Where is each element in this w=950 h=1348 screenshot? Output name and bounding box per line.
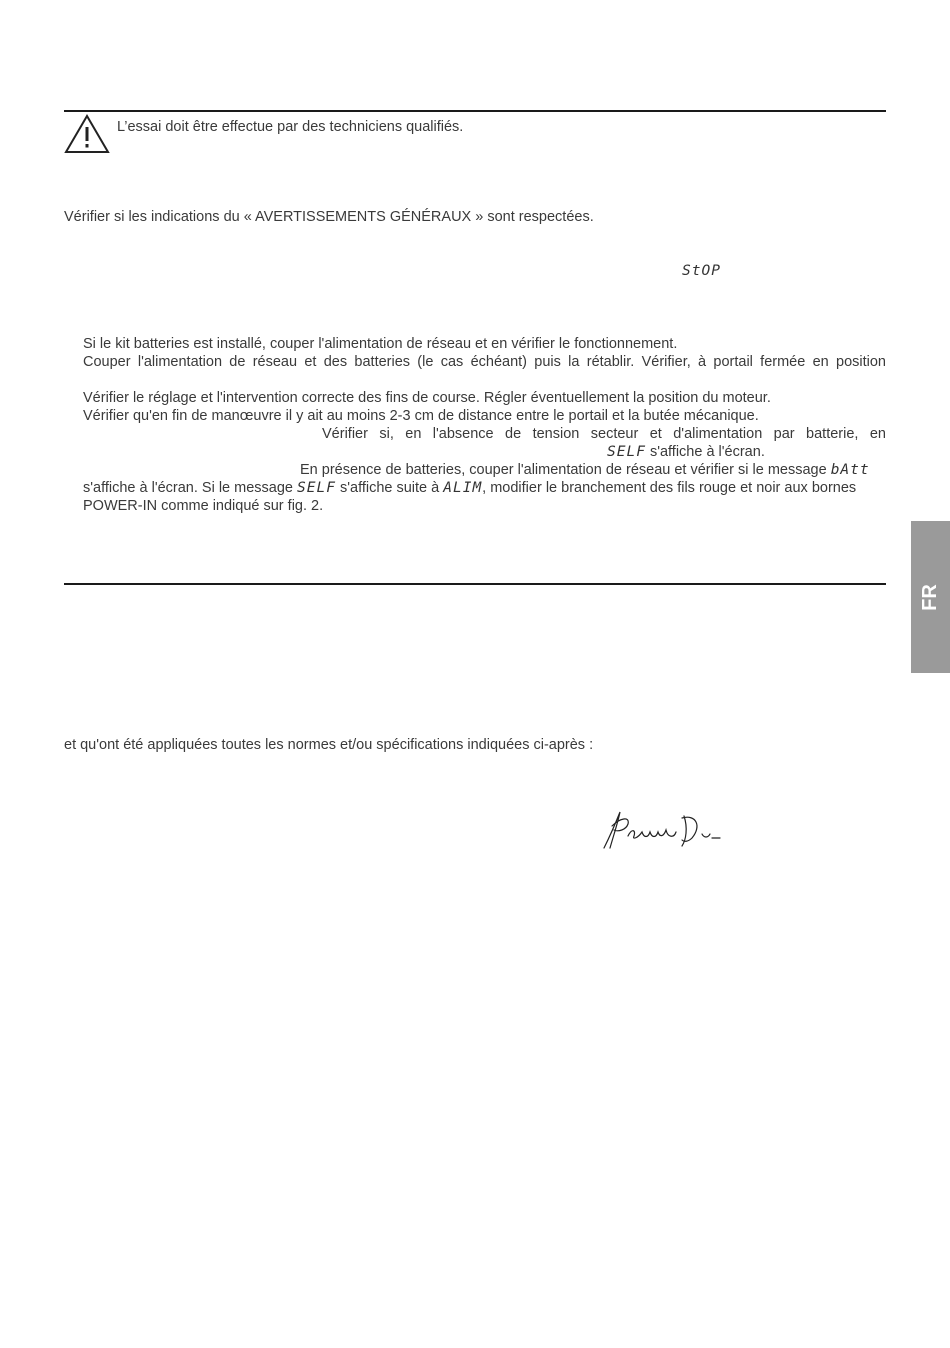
section-rule bbox=[64, 583, 886, 585]
test-step-wiring bbox=[83, 480, 856, 496]
test-step-power-cycle: Couper l'alimentation de réseau et des batteries (le cas échéant) puis la rétablir. Vérifier, à portail fermée en position bbox=[83, 354, 886, 370]
self-display-code: SELF bbox=[607, 444, 646, 460]
test-step-self-line bbox=[607, 444, 765, 460]
self-suffix-text: s'affiche à l'écran. bbox=[649, 444, 765, 460]
stop-display-code: StOP bbox=[682, 263, 721, 279]
test-step-distance: Vérifier qu'en fin de manœuvre il y ait au moins 2-3 cm de distance entre le portail et la butée mécanique. bbox=[83, 408, 759, 424]
warning-triangle-icon bbox=[64, 114, 110, 154]
alim-display-code: ALIM bbox=[443, 480, 483, 496]
warning-text: L’essai doit être effectue par des techniciens qualifiés. bbox=[117, 119, 464, 135]
verify-general-warnings: Vérifier si les indications du « AVERTISSEMENTS GÉNÉRAUX » sont respectées. bbox=[64, 209, 594, 225]
batt-display-code: bAtt bbox=[830, 462, 870, 478]
battery-presence-text: En présence de batteries, couper l'alimentation de réseau et vérifier si le message bbox=[300, 462, 827, 478]
signature-image bbox=[598, 808, 723, 853]
declaration-line: et qu'ont été appliquées toutes les normes et/ou spécifications indiquées ci-après : bbox=[64, 737, 594, 753]
top-rule bbox=[64, 110, 886, 112]
wiring-text-c: , modifier le branchement des fils rouge et noir aux bornes bbox=[482, 480, 857, 496]
wiring-text-b: s'affiche suite à bbox=[339, 480, 440, 496]
test-step-power-in: POWER-IN comme indiqué sur fig. 2. bbox=[83, 498, 324, 514]
test-step-battery-presence bbox=[300, 462, 870, 478]
language-tab-label: FR bbox=[918, 583, 941, 611]
wiring-text-a: s'affiche à l'écran. Si le message bbox=[83, 480, 293, 496]
test-step-limit-switches: Vérifier le réglage et l'intervention correcte des fins de course. Régler éventuellement la position du moteur. bbox=[83, 390, 771, 406]
self-display-code-2: SELF bbox=[297, 480, 336, 496]
test-step-no-voltage: Vérifier si, en l'absence de tension secteur et d'alimentation par batterie, en bbox=[322, 426, 886, 442]
language-tab-fr bbox=[911, 521, 950, 673]
test-step-batteries: Si le kit batteries est installé, couper l'alimentation de réseau et en vérifier le fonctionnement. bbox=[83, 336, 678, 352]
